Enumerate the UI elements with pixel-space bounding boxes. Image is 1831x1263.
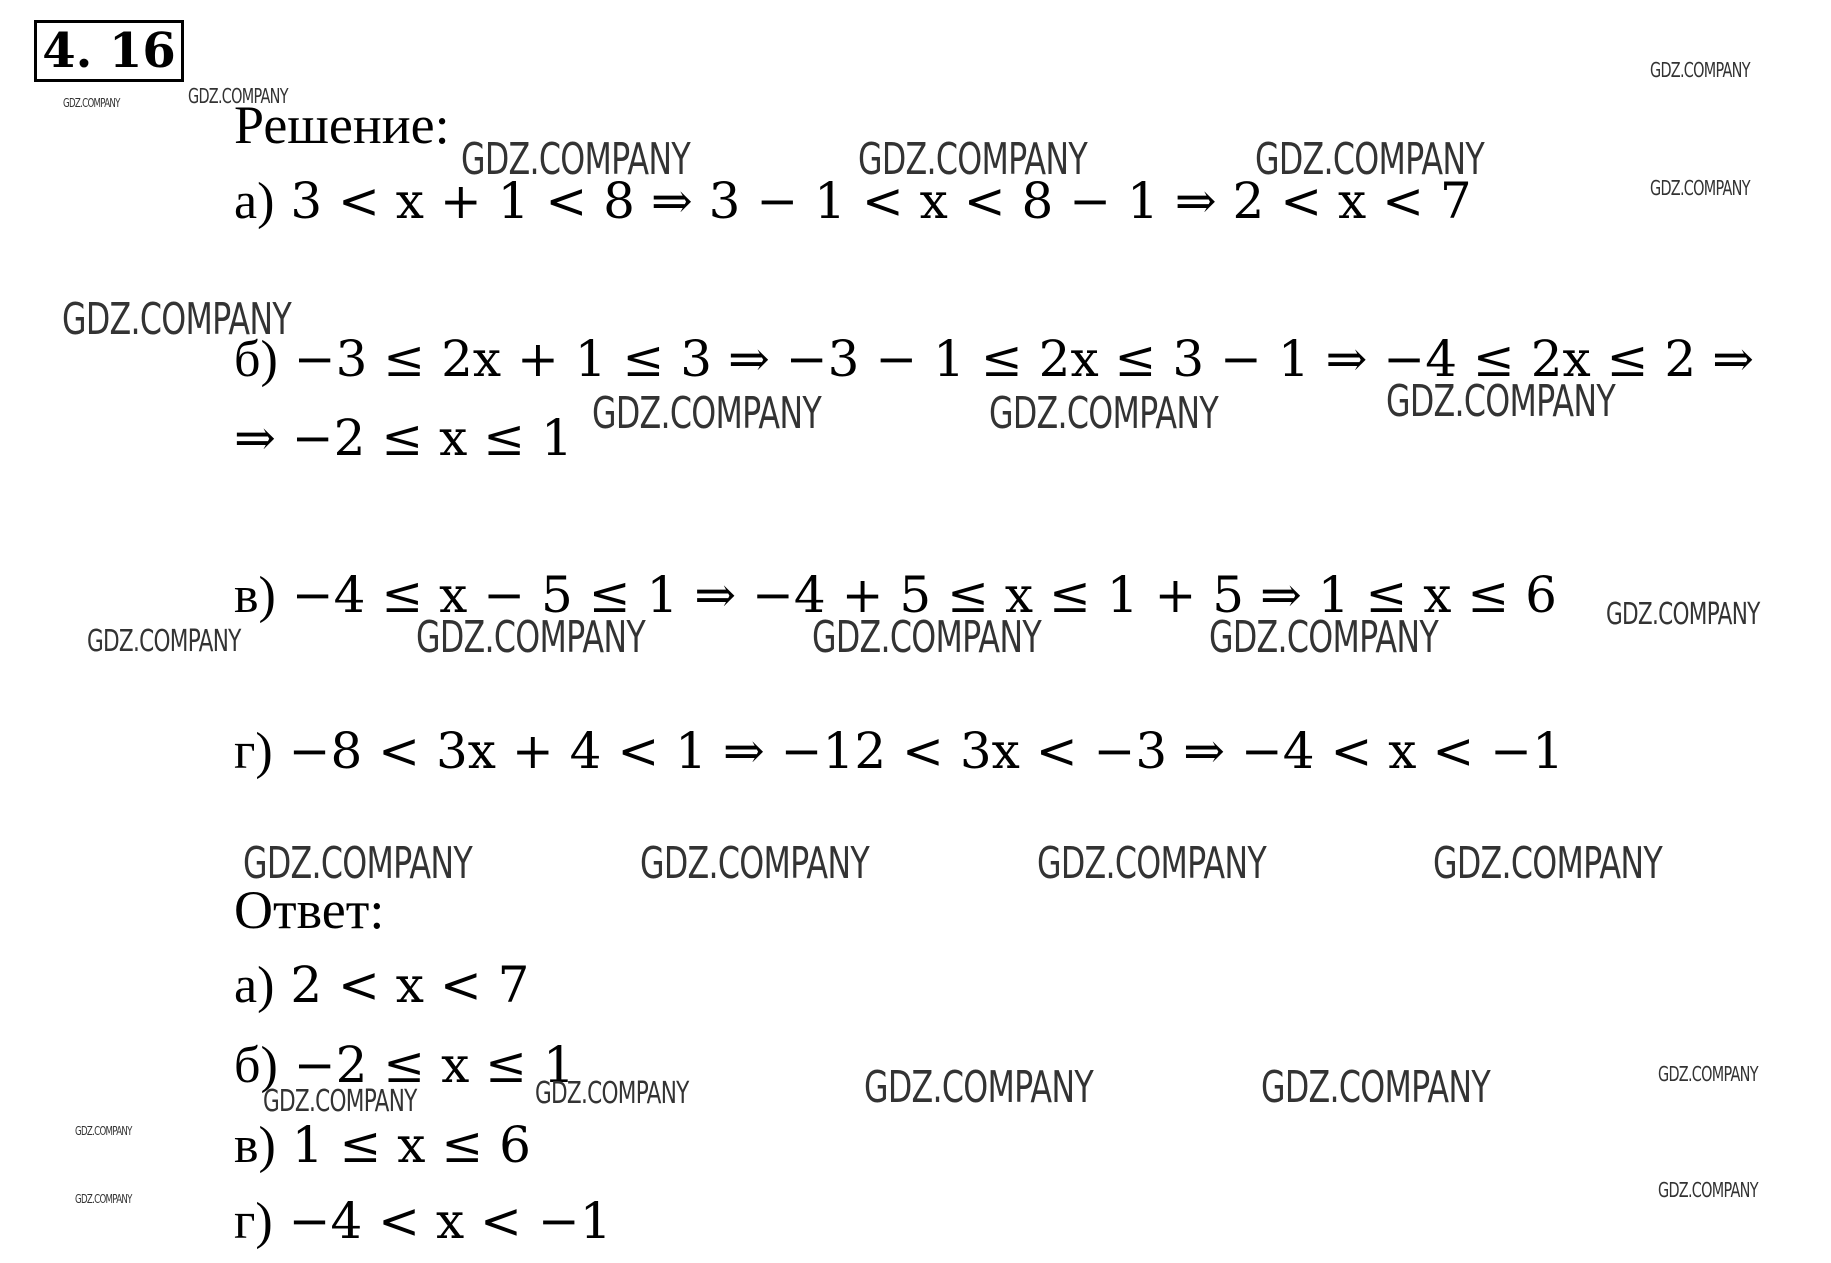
- answer-label-b: б): [234, 1037, 278, 1094]
- solution-expr-a: 3 < x + 1 < 8 ⇒ 3 − 1 < x < 8 − 1 ⇒ 2 < x < 7: [290, 172, 1472, 230]
- watermark: GDZ.COMPANY: [989, 388, 1218, 439]
- problem-number: 4. 16: [42, 23, 176, 79]
- answer-expr-a: 2 < x < 7: [290, 956, 530, 1014]
- answer-expr-b: −2 ≤ x ≤ 1: [293, 1036, 575, 1094]
- answer-expr-g: −4 < x < −1: [288, 1192, 612, 1250]
- solution-label-a: а): [234, 173, 275, 230]
- watermark: GDZ.COMPANY: [188, 84, 288, 108]
- watermark: GDZ.COMPANY: [1209, 612, 1438, 663]
- solution-label-b: б): [234, 331, 278, 388]
- watermark: GDZ.COMPANY: [535, 1076, 689, 1111]
- watermark: GDZ.COMPANY: [263, 1084, 417, 1119]
- problem-number-box: [34, 20, 184, 82]
- watermark: GDZ.COMPANY: [1658, 1062, 1758, 1086]
- watermark: GDZ.COMPANY: [243, 838, 472, 889]
- watermark: GDZ.COMPANY: [812, 612, 1041, 663]
- answer-heading: Ответ:: [234, 880, 385, 940]
- watermark: GDZ.COMPANY: [75, 1124, 132, 1138]
- answer-expr-v: 1 ≤ x ≤ 6: [291, 1116, 531, 1174]
- watermark: GDZ.COMPANY: [1650, 58, 1750, 82]
- watermark: GDZ.COMPANY: [1037, 838, 1266, 889]
- watermark: GDZ.COMPANY: [1658, 1178, 1758, 1202]
- answer-line-g: [234, 1192, 612, 1250]
- solution-expr-b: −3 ≤ 2x + 1 ≤ 3 ⇒ −3 − 1 ≤ 2x ≤ 3 − 1 ⇒ −4 ≤ 2x ≤ 2 ⇒: [293, 330, 1754, 388]
- watermark: GDZ.COMPANY: [87, 624, 241, 659]
- answer-label-v: в): [234, 1117, 276, 1174]
- solution-label-g: г): [234, 723, 273, 780]
- watermark: GDZ.COMPANY: [1606, 597, 1760, 632]
- answer-line-a: [234, 956, 530, 1014]
- solution-expr-b-continued: ⇒ −2 ≤ x ≤ 1: [234, 409, 573, 467]
- watermark: GDZ.COMPANY: [1255, 134, 1484, 185]
- watermark: GDZ.COMPANY: [640, 838, 869, 889]
- watermark: GDZ.COMPANY: [461, 134, 690, 185]
- solution-label-v: в): [234, 567, 276, 624]
- watermark: GDZ.COMPANY: [62, 294, 291, 345]
- watermark: GDZ.COMPANY: [75, 1192, 132, 1206]
- watermark: GDZ.COMPANY: [1261, 1062, 1490, 1113]
- answer-label-g: г): [234, 1193, 273, 1250]
- solution-line-g: [234, 722, 1564, 780]
- watermark: GDZ.COMPANY: [864, 1062, 1093, 1113]
- watermark: GDZ.COMPANY: [416, 612, 645, 663]
- solution-expr-g: −8 < 3x + 4 < 1 ⇒ −12 < 3x < −3 ⇒ −4 < x < −1: [288, 722, 1564, 780]
- watermark: GDZ.COMPANY: [63, 96, 120, 110]
- answer-label-a: а): [234, 957, 275, 1014]
- watermark: GDZ.COMPANY: [1386, 376, 1615, 427]
- solution-line-b-continued: [234, 409, 573, 467]
- watermark: GDZ.COMPANY: [1433, 838, 1662, 889]
- watermark: GDZ.COMPANY: [592, 388, 821, 439]
- solution-expr-v: −4 ≤ x − 5 ≤ 1 ⇒ −4 + 5 ≤ x ≤ 1 + 5 ⇒ 1 ≤ x ≤ 6: [291, 566, 1557, 624]
- answer-line-v: [234, 1116, 531, 1174]
- watermark: GDZ.COMPANY: [858, 134, 1087, 185]
- solution-heading: Решение:: [234, 95, 450, 155]
- watermark: GDZ.COMPANY: [1650, 176, 1750, 200]
